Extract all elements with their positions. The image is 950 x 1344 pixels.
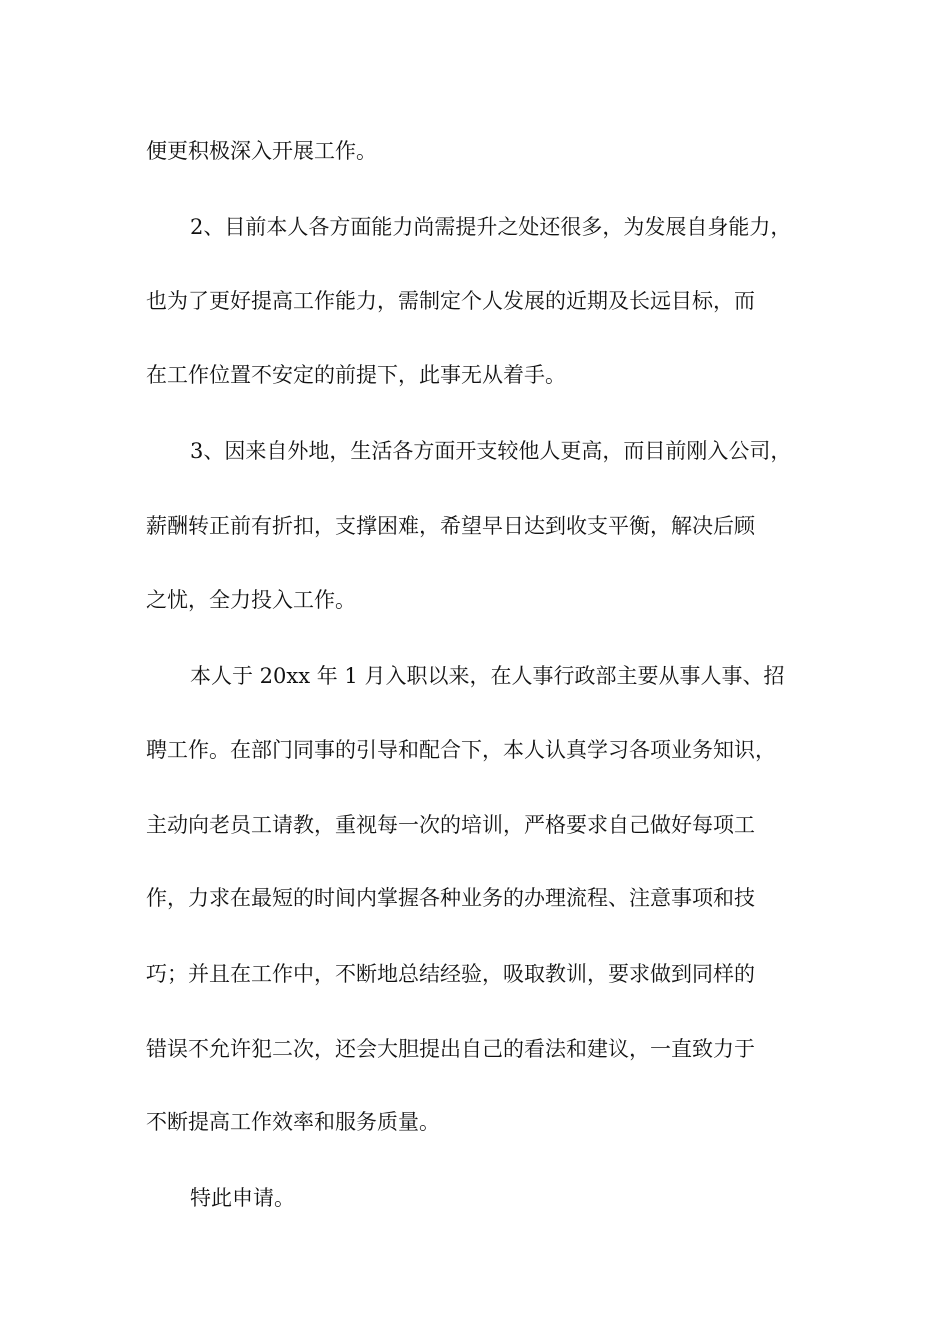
text-line: 错误不允许犯二次，还会大胆提出自己的看法和建议，一直致力于 — [146, 1037, 755, 1061]
text-line: 不断提高工作效率和服务质量。 — [146, 1110, 440, 1134]
text-line: 便更积极深入开展工作。 — [146, 139, 377, 163]
text-line: 在工作位置不安定的前提下，此事无从着手。 — [146, 363, 566, 387]
text-line: 巧；并且在工作中，不断地总结经验，吸取教训，要求做到同样的 — [146, 962, 755, 986]
text-line: 主动向老员工请教，重视每一次的培训，严格要求自己做好每项工 — [146, 813, 755, 837]
text-line: 本人于 20xx 年 1 月入职以来，在人事行政部主要从事人事、招 — [190, 664, 785, 688]
text-line: 薪酬转正前有折扣，支撑困难，希望早日达到收支平衡，解决后顾 — [146, 514, 755, 538]
text-line: 之忧，全力投入工作。 — [146, 588, 356, 612]
text-line: 作，力求在最短的时间内掌握各种业务的办理流程、注意事项和技 — [146, 886, 755, 910]
text-line: 特此申请。 — [190, 1186, 295, 1210]
text-line: 也为了更好提高工作能力，需制定个人发展的近期及长远目标，而 — [146, 289, 755, 313]
text-line: 3、因来自外地，生活各方面开支较他人更高，而目前刚入公司， — [190, 439, 792, 463]
text-line: 2、目前本人各方面能力尚需提升之处还很多，为发展自身能力， — [190, 215, 792, 239]
text-line: 聘工作。在部门同事的引导和配合下，本人认真学习各项业务知识， — [146, 738, 776, 762]
